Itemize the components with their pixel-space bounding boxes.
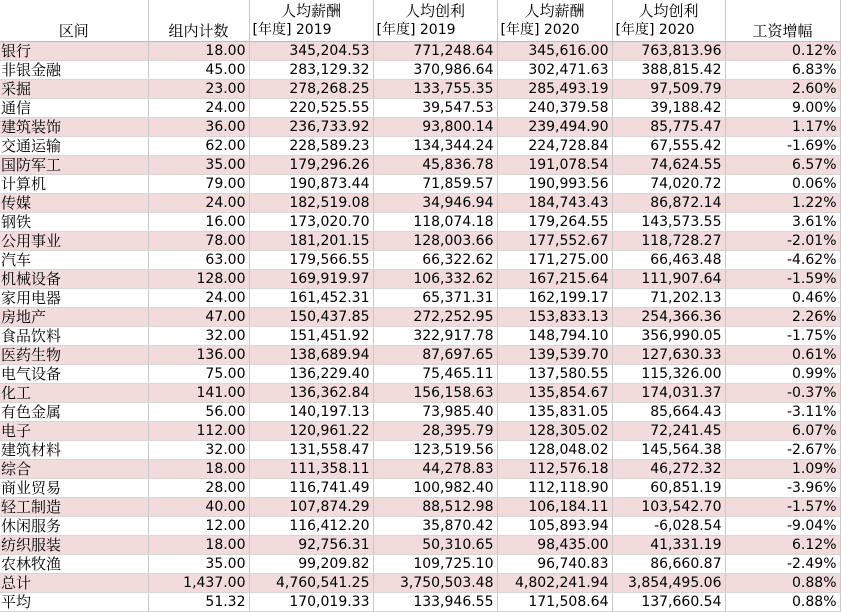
cell-profit-2019[interactable]: 123,519.56 xyxy=(373,441,497,460)
header-salary-2020[interactable] xyxy=(497,0,612,42)
cell-count[interactable]: 75.00 xyxy=(148,365,249,384)
cell-profit-2019[interactable]: 71,859.57 xyxy=(373,175,497,194)
table-row xyxy=(0,270,840,289)
cell-growth[interactable]: 3.61% xyxy=(725,213,840,232)
cell-count[interactable]: 78.00 xyxy=(148,232,249,251)
table-row xyxy=(0,42,840,61)
cell-salary-2019[interactable]: 228,589.23 xyxy=(249,137,373,156)
table-row xyxy=(0,289,840,308)
cell-count[interactable]: 136.00 xyxy=(148,346,249,365)
cell-growth[interactable]: 6.12% xyxy=(725,536,840,555)
cell-salary-2019[interactable]: 136,362.84 xyxy=(249,384,373,403)
cell-salary-2020[interactable]: 105,893.94 xyxy=(497,517,612,536)
cell-profit-2020[interactable]: 85,775.47 xyxy=(612,118,725,137)
cell-profit-2020[interactable]: 388,815.42 xyxy=(612,61,725,80)
cell-growth[interactable]: -9.04% xyxy=(725,517,840,536)
table-row xyxy=(0,156,840,175)
cell-count[interactable]: 35.00 xyxy=(148,555,249,574)
cell-salary-2020[interactable]: 96,740.83 xyxy=(497,555,612,574)
cell-profit-2019[interactable]: 322,917.78 xyxy=(373,327,497,346)
cell-profit-2020[interactable]: 86,660.87 xyxy=(612,555,725,574)
cell-region[interactable]: 通信 xyxy=(0,99,148,118)
cell-region[interactable]: 计算机 xyxy=(0,175,148,194)
cell-profit-2020[interactable]: 39,188.42 xyxy=(612,99,725,118)
cell-count[interactable]: 18.00 xyxy=(148,42,249,61)
cell-count[interactable]: 24.00 xyxy=(148,289,249,308)
cell-region[interactable]: 化工 xyxy=(0,384,148,403)
cell-count[interactable]: 18.00 xyxy=(148,536,249,555)
cell-region[interactable]: 轻工制造 xyxy=(0,498,148,517)
cell-profit-2020[interactable]: 72,241.45 xyxy=(612,422,725,441)
cell-profit-2019[interactable]: 93,800.14 xyxy=(373,118,497,137)
header-profit-2020-line2: [年度] 2020 xyxy=(615,22,695,38)
table-row xyxy=(0,536,840,555)
cell-profit-2019[interactable]: 109,725.10 xyxy=(373,555,497,574)
table-row xyxy=(0,441,840,460)
header-region[interactable] xyxy=(0,0,148,42)
cell-salary-2019[interactable]: 116,412.20 xyxy=(249,517,373,536)
cell-profit-2019[interactable]: 50,310.65 xyxy=(373,536,497,555)
header-profit-2020-line1: 人均创利 xyxy=(638,2,699,20)
table-row xyxy=(0,80,840,99)
cell-profit-2020[interactable]: 97,509.79 xyxy=(612,80,725,99)
cell-profit-2020[interactable]: -6,028.54 xyxy=(612,517,725,536)
cell-salary-2019[interactable]: 236,733.92 xyxy=(249,118,373,137)
cell-growth[interactable]: 6.57% xyxy=(725,156,840,175)
cell-growth[interactable]: -1.59% xyxy=(725,270,840,289)
cell-count[interactable]: 1,437.00 xyxy=(148,574,249,593)
cell-salary-2019[interactable]: 140,197.13 xyxy=(249,403,373,422)
cell-region[interactable]: 房地产 xyxy=(0,308,148,327)
cell-region[interactable]: 机械设备 xyxy=(0,270,148,289)
cell-salary-2019[interactable]: 107,874.29 xyxy=(249,498,373,517)
cell-salary-2020[interactable]: 153,833.13 xyxy=(497,308,612,327)
table-row xyxy=(0,61,840,80)
cell-region[interactable]: 农林牧渔 xyxy=(0,555,148,574)
cell-salary-2020[interactable]: 139,539.70 xyxy=(497,346,612,365)
cell-region[interactable]: 银行 xyxy=(0,42,148,61)
header-salary-2019-line1: 人均薪酬 xyxy=(280,2,341,20)
cell-growth[interactable]: -3.11% xyxy=(725,403,840,422)
cell-count[interactable]: 32.00 xyxy=(148,327,249,346)
cell-profit-2020[interactable]: 137,660.54 xyxy=(612,593,725,612)
cell-count[interactable]: 16.00 xyxy=(148,213,249,232)
cell-region[interactable]: 平均 xyxy=(0,593,148,612)
cell-growth[interactable]: 0.06% xyxy=(725,175,840,194)
cell-salary-2019[interactable]: 151,451.92 xyxy=(249,327,373,346)
cell-salary-2020[interactable]: 177,552.67 xyxy=(497,232,612,251)
cell-profit-2019[interactable]: 370,986.64 xyxy=(373,61,497,80)
cell-region[interactable]: 有色金属 xyxy=(0,403,148,422)
header-salary-2019[interactable] xyxy=(249,0,373,42)
cell-growth[interactable]: 0.61% xyxy=(725,346,840,365)
cell-profit-2020[interactable]: 143,573.55 xyxy=(612,213,725,232)
cell-profit-2019[interactable]: 133,946.55 xyxy=(373,593,497,612)
header-profit-2019-line2: [年度] 2019 xyxy=(376,22,456,38)
cell-salary-2019[interactable]: 173,020.70 xyxy=(249,213,373,232)
table-row xyxy=(0,517,840,536)
cell-profit-2019[interactable]: 100,982.40 xyxy=(373,479,497,498)
cell-count[interactable]: 28.00 xyxy=(148,479,249,498)
cell-profit-2020[interactable]: 115,326.00 xyxy=(612,365,725,384)
cell-profit-2019[interactable]: 65,371.31 xyxy=(373,289,497,308)
cell-profit-2019[interactable]: 75,465.11 xyxy=(373,365,497,384)
cell-region[interactable]: 钢铁 xyxy=(0,213,148,232)
cell-profit-2020[interactable]: 41,331.19 xyxy=(612,536,725,555)
cell-profit-2020[interactable]: 67,555.42 xyxy=(612,137,725,156)
header-count-label: 组内计数 xyxy=(168,22,229,40)
cell-salary-2019[interactable]: 182,519.08 xyxy=(249,194,373,213)
cell-profit-2019[interactable]: 272,252.95 xyxy=(373,308,497,327)
cell-count[interactable]: 62.00 xyxy=(148,137,249,156)
cell-salary-2019[interactable]: 169,919.97 xyxy=(249,270,373,289)
cell-growth[interactable]: 6.07% xyxy=(725,422,840,441)
cell-salary-2019[interactable]: 116,741.49 xyxy=(249,479,373,498)
cell-salary-2020[interactable]: 135,831.05 xyxy=(497,403,612,422)
cell-growth[interactable]: -2.49% xyxy=(725,555,840,574)
cell-count[interactable]: 141.00 xyxy=(148,384,249,403)
header-profit-2019[interactable] xyxy=(373,0,497,42)
cell-region[interactable]: 总计 xyxy=(0,574,148,593)
table-row xyxy=(0,308,840,327)
cell-salary-2019[interactable]: 345,204.53 xyxy=(249,42,373,61)
cell-growth[interactable]: 9.00% xyxy=(725,99,840,118)
cell-profit-2019[interactable]: 44,278.83 xyxy=(373,460,497,479)
cell-region[interactable]: 采掘 xyxy=(0,80,148,99)
cell-region[interactable]: 综合 xyxy=(0,460,148,479)
cell-count[interactable]: 79.00 xyxy=(148,175,249,194)
cell-salary-2020[interactable]: 167,215.64 xyxy=(497,270,612,289)
cell-growth[interactable]: 0.12% xyxy=(725,42,840,61)
cell-profit-2019[interactable]: 134,344.24 xyxy=(373,137,497,156)
cell-profit-2020[interactable]: 118,728.27 xyxy=(612,232,725,251)
cell-profit-2019[interactable]: 88,512.98 xyxy=(373,498,497,517)
header-salary-2020-line2: [年度] 2020 xyxy=(500,22,580,38)
table-row xyxy=(0,327,840,346)
cell-growth[interactable]: 0.88% xyxy=(725,574,840,593)
cell-salary-2020[interactable]: 148,794.10 xyxy=(497,327,612,346)
table-row xyxy=(0,346,840,365)
cell-profit-2020[interactable]: 356,990.05 xyxy=(612,327,725,346)
cell-profit-2020[interactable]: 103,542.70 xyxy=(612,498,725,517)
cell-profit-2020[interactable]: 85,664.43 xyxy=(612,403,725,422)
table-row xyxy=(0,574,840,593)
cell-growth[interactable]: -2.67% xyxy=(725,441,840,460)
cell-salary-2020[interactable]: 162,199.17 xyxy=(497,289,612,308)
cell-count[interactable]: 24.00 xyxy=(148,194,249,213)
cell-growth[interactable]: 0.88% xyxy=(725,593,840,612)
cell-salary-2020[interactable]: 224,728.84 xyxy=(497,137,612,156)
cell-salary-2019[interactable]: 131,558.47 xyxy=(249,441,373,460)
cell-growth[interactable]: 0.46% xyxy=(725,289,840,308)
cell-salary-2020[interactable]: 4,802,241.94 xyxy=(497,574,612,593)
header-profit-2020[interactable] xyxy=(612,0,725,42)
table-row xyxy=(0,555,840,574)
cell-profit-2019[interactable]: 87,697.65 xyxy=(373,346,497,365)
table-row xyxy=(0,137,840,156)
cell-profit-2019[interactable]: 39,547.53 xyxy=(373,99,497,118)
cell-growth[interactable]: -1.75% xyxy=(725,327,840,346)
cell-profit-2019[interactable]: 128,003.66 xyxy=(373,232,497,251)
cell-salary-2019[interactable]: 170,019.33 xyxy=(249,593,373,612)
cell-salary-2020[interactable]: 184,743.43 xyxy=(497,194,612,213)
cell-profit-2020[interactable]: 111,907.64 xyxy=(612,270,725,289)
cell-count[interactable]: 47.00 xyxy=(148,308,249,327)
cell-salary-2019[interactable]: 111,358.11 xyxy=(249,460,373,479)
cell-region[interactable]: 国防军工 xyxy=(0,156,148,175)
cell-salary-2019[interactable]: 179,566.55 xyxy=(249,251,373,270)
cell-profit-2019[interactable]: 3,750,503.48 xyxy=(373,574,497,593)
table-row xyxy=(0,251,840,270)
cell-salary-2020[interactable]: 345,616.00 xyxy=(497,42,612,61)
cell-count[interactable]: 112.00 xyxy=(148,422,249,441)
cell-profit-2020[interactable]: 74,020.72 xyxy=(612,175,725,194)
cell-profit-2020[interactable]: 71,202.13 xyxy=(612,289,725,308)
cell-profit-2019[interactable]: 106,332.62 xyxy=(373,270,497,289)
cell-count[interactable]: 56.00 xyxy=(148,403,249,422)
cell-profit-2020[interactable]: 66,463.48 xyxy=(612,251,725,270)
cell-growth[interactable]: -1.57% xyxy=(725,498,840,517)
cell-profit-2019[interactable]: 156,158.63 xyxy=(373,384,497,403)
cell-salary-2020[interactable]: 135,854.67 xyxy=(497,384,612,403)
cell-profit-2020[interactable]: 60,851.19 xyxy=(612,479,725,498)
cell-growth[interactable]: -0.37% xyxy=(725,384,840,403)
cell-salary-2020[interactable]: 112,118.90 xyxy=(497,479,612,498)
table-body xyxy=(0,42,840,612)
cell-count[interactable]: 51.32 xyxy=(148,593,249,612)
cell-salary-2019[interactable]: 99,209.82 xyxy=(249,555,373,574)
cell-salary-2019[interactable]: 181,201.15 xyxy=(249,232,373,251)
cell-region[interactable]: 汽车 xyxy=(0,251,148,270)
cell-count[interactable]: 40.00 xyxy=(148,498,249,517)
cell-region[interactable]: 电子 xyxy=(0,422,148,441)
cell-salary-2020[interactable]: 137,580.55 xyxy=(497,365,612,384)
cell-region[interactable]: 非银金融 xyxy=(0,61,148,80)
cell-profit-2020[interactable]: 145,564.38 xyxy=(612,441,725,460)
table-row xyxy=(0,365,840,384)
cell-growth[interactable]: 6.83% xyxy=(725,61,840,80)
cell-salary-2020[interactable]: 179,264.55 xyxy=(497,213,612,232)
cell-count[interactable]: 45.00 xyxy=(148,61,249,80)
cell-growth[interactable]: 1.09% xyxy=(725,460,840,479)
cell-profit-2020[interactable]: 174,031.37 xyxy=(612,384,725,403)
cell-salary-2020[interactable]: 98,435.00 xyxy=(497,536,612,555)
header-profit-2019-line1: 人均创利 xyxy=(404,2,465,20)
cell-profit-2020[interactable]: 74,624.55 xyxy=(612,156,725,175)
cell-region[interactable]: 纺织服装 xyxy=(0,536,148,555)
table-row xyxy=(0,232,840,251)
cell-salary-2020[interactable]: 240,379.58 xyxy=(497,99,612,118)
cell-region[interactable]: 建筑材料 xyxy=(0,441,148,460)
table-row xyxy=(0,422,840,441)
cell-growth[interactable]: -4.62% xyxy=(725,251,840,270)
cell-profit-2019[interactable]: 35,870.42 xyxy=(373,517,497,536)
header-salary-2019-line2: [年度] 2019 xyxy=(252,22,332,38)
cell-salary-2019[interactable]: 190,873.44 xyxy=(249,175,373,194)
cell-profit-2020[interactable]: 86,872.14 xyxy=(612,194,725,213)
cell-profit-2020[interactable]: 3,854,495.06 xyxy=(612,574,725,593)
cell-region[interactable]: 公用事业 xyxy=(0,232,148,251)
header-count[interactable] xyxy=(148,0,249,42)
cell-region[interactable]: 休闲服务 xyxy=(0,517,148,536)
table-row xyxy=(0,175,840,194)
cell-region[interactable]: 食品饮料 xyxy=(0,327,148,346)
table-row xyxy=(0,479,840,498)
cell-count[interactable]: 23.00 xyxy=(148,80,249,99)
cell-profit-2019[interactable]: 66,322.62 xyxy=(373,251,497,270)
table-row xyxy=(0,460,840,479)
cell-region[interactable]: 传媒 xyxy=(0,194,148,213)
cell-salary-2020[interactable]: 128,048.02 xyxy=(497,441,612,460)
cell-count[interactable]: 128.00 xyxy=(148,270,249,289)
cell-profit-2020[interactable]: 127,630.33 xyxy=(612,346,725,365)
cell-profit-2020[interactable]: 763,813.96 xyxy=(612,42,725,61)
cell-salary-2019[interactable]: 150,437.85 xyxy=(249,308,373,327)
cell-salary-2019[interactable]: 92,756.31 xyxy=(249,536,373,555)
cell-count[interactable]: 36.00 xyxy=(148,118,249,137)
cell-salary-2020[interactable]: 190,993.56 xyxy=(497,175,612,194)
cell-count[interactable]: 12.00 xyxy=(148,517,249,536)
table-row xyxy=(0,403,840,422)
cell-salary-2019[interactable]: 4,760,541.25 xyxy=(249,574,373,593)
header-region-label: 区间 xyxy=(58,22,89,40)
cell-salary-2020[interactable]: 106,184.11 xyxy=(497,498,612,517)
cell-region[interactable]: 家用电器 xyxy=(0,289,148,308)
cell-salary-2020[interactable]: 302,471.63 xyxy=(497,61,612,80)
cell-count[interactable]: 35.00 xyxy=(148,156,249,175)
table-row xyxy=(0,213,840,232)
cell-salary-2019[interactable]: 179,296.26 xyxy=(249,156,373,175)
cell-region[interactable]: 电气设备 xyxy=(0,365,148,384)
cell-profit-2020[interactable]: 254,366.36 xyxy=(612,308,725,327)
cell-region[interactable]: 建筑装饰 xyxy=(0,118,148,137)
cell-salary-2020[interactable]: 239,494.90 xyxy=(497,118,612,137)
table-row xyxy=(0,118,840,137)
table-header xyxy=(0,0,840,42)
cell-growth[interactable]: -2.01% xyxy=(725,232,840,251)
cell-salary-2019[interactable]: 161,452.31 xyxy=(249,289,373,308)
cell-profit-2019[interactable]: 771,248.64 xyxy=(373,42,497,61)
cell-growth[interactable]: -1.69% xyxy=(725,137,840,156)
cell-growth[interactable]: 0.99% xyxy=(725,365,840,384)
cell-profit-2019[interactable]: 73,985.40 xyxy=(373,403,497,422)
cell-profit-2019[interactable]: 28,395.79 xyxy=(373,422,497,441)
header-growth-label: 工资增幅 xyxy=(752,22,813,40)
cell-profit-2019[interactable]: 118,074.18 xyxy=(373,213,497,232)
cell-salary-2020[interactable]: 112,576.18 xyxy=(497,460,612,479)
cell-region[interactable]: 交通运输 xyxy=(0,137,148,156)
cell-salary-2019[interactable]: 138,689.94 xyxy=(249,346,373,365)
cell-count[interactable]: 63.00 xyxy=(148,251,249,270)
cell-growth[interactable]: -3.96% xyxy=(725,479,840,498)
cell-profit-2019[interactable]: 133,755.35 xyxy=(373,80,497,99)
cell-growth[interactable]: 1.17% xyxy=(725,118,840,137)
table-row xyxy=(0,593,840,612)
cell-region[interactable]: 商业贸易 xyxy=(0,479,148,498)
cell-region[interactable]: 医药生物 xyxy=(0,346,148,365)
header-salary-2020-line1: 人均薪酬 xyxy=(524,2,585,20)
cell-profit-2019[interactable]: 45,836.78 xyxy=(373,156,497,175)
cell-salary-2019[interactable]: 220,525.55 xyxy=(249,99,373,118)
table-row xyxy=(0,99,840,118)
cell-salary-2020[interactable]: 171,275.00 xyxy=(497,251,612,270)
cell-salary-2020[interactable]: 171,508.64 xyxy=(497,593,612,612)
table-row xyxy=(0,498,840,517)
cell-salary-2019[interactable]: 120,961.22 xyxy=(249,422,373,441)
header-row xyxy=(0,0,840,42)
cell-growth[interactable]: 2.60% xyxy=(725,80,840,99)
header-growth[interactable] xyxy=(725,0,840,42)
cell-salary-2020[interactable]: 285,493.19 xyxy=(497,80,612,99)
cell-growth[interactable]: 2.26% xyxy=(725,308,840,327)
cell-growth[interactable]: 1.22% xyxy=(725,194,840,213)
cell-profit-2019[interactable]: 34,946.94 xyxy=(373,194,497,213)
cell-count[interactable]: 18.00 xyxy=(148,460,249,479)
cell-salary-2019[interactable]: 283,129.32 xyxy=(249,61,373,80)
cell-salary-2019[interactable]: 278,268.25 xyxy=(249,80,373,99)
cell-salary-2019[interactable]: 136,229.40 xyxy=(249,365,373,384)
table-row xyxy=(0,194,840,213)
cell-salary-2020[interactable]: 128,305.02 xyxy=(497,422,612,441)
cell-count[interactable]: 32.00 xyxy=(148,441,249,460)
cell-salary-2020[interactable]: 191,078.54 xyxy=(497,156,612,175)
cell-profit-2020[interactable]: 46,272.32 xyxy=(612,460,725,479)
cell-count[interactable]: 24.00 xyxy=(148,99,249,118)
table-row xyxy=(0,384,840,403)
